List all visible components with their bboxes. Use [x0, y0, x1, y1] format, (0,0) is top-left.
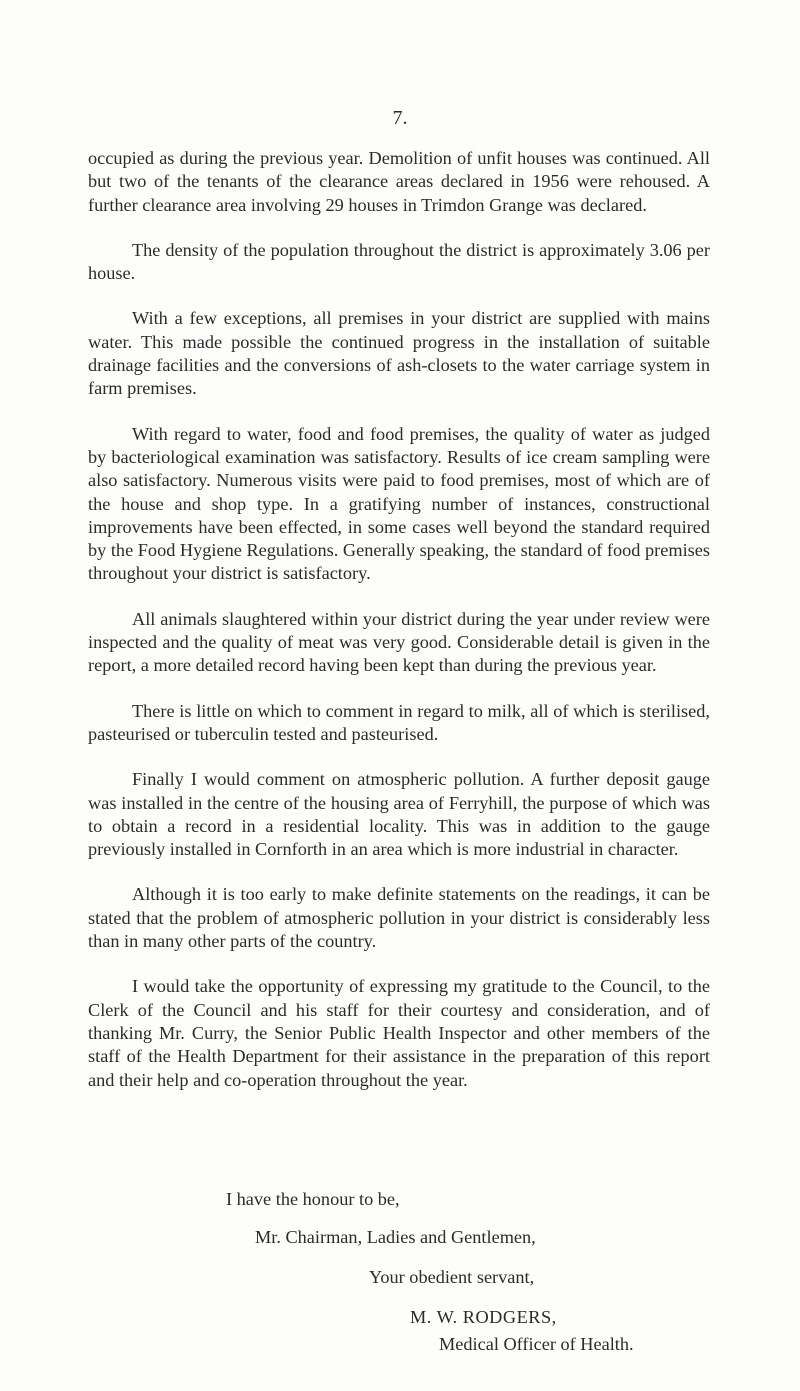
paragraph-atmospheric-pollution: Finally I would comment on atmospheric pollution. A further deposit gauge was installed in the centre of the housing area of Ferryhill, the purpose of which was to obtain a record in a residential locality. This was in addition to the gauge previously installed in Cornforth in an area which is more industrial in character. — [88, 769, 710, 860]
paragraph-water-supply: With a few exceptions, all premises in your district are supplied with mains water. This made possible the continued progress in the installation of suitable drainage facilities and the conversions of ash-closets to the water carriage system in farm premises. — [88, 308, 710, 399]
paragraph-pollution-readings: Although it is too early to make definite statements on the readings, it can be stated that the problem of atmospheric pollution in your district is considerably less than in many other parts of the country. — [88, 884, 710, 952]
signature-name: M. W. RODGERS, — [410, 1307, 557, 1327]
closing-honour: I have the honour to be, — [226, 1189, 400, 1209]
signature-title: Medical Officer of Health. — [439, 1334, 634, 1354]
paragraph-density: The density of the population throughout the district is approximately 3.06 per house. — [88, 239, 710, 284]
closing-salutation: Mr. Chairman, Ladies and Gentlemen, — [255, 1227, 536, 1247]
paragraph-milk: There is little on which to comment in regard to milk, all of which is sterilised, pasteurised or tuberculin tested and pasteurised. — [88, 700, 710, 744]
page-number: 7. — [392, 107, 408, 129]
paragraph-housing: occupied as during the previous year. Demolition of unfit houses was continued. All but two of the tenants of the clearance areas declared in 1956 were rehoused. A further clearance area involving 29 houses in Trimdon Grange was declared. — [88, 148, 710, 215]
paragraph-gratitude: I would take the opportunity of expressing my gratitude to the Council, to the Clerk of the Council and his staff for their courtesy and consideration, and of thanking Mr. Curry, the Senior Public Health Inspector and other members of the staff of the Health Department for their assistance in the preparation of this report and their help and co-operation throughout the year. — [88, 976, 710, 1090]
paragraph-food-premises: With regard to water, food and food premises, the quality of water as judged by bacteriological examination was satisfactory. Results of ice cream sampling were also satisfactory. Numerous visits were paid to food premises, most of which are of the house and shop type. In a gratifying number of instances, constructional improvements have been effected, in some cases well beyond the standard required by the Food Hygiene Regulations. Generally speaking, the standard of food premises throughout your district is satisfactory. — [88, 423, 710, 584]
paragraph-meat-inspection: All animals slaughtered within your district during the year under review were inspected and the quality of meat was very good. Considerable detail is given in the report, a more detailed record having been kept than during the previous year. — [88, 608, 710, 676]
closing-servant: Your obedient servant, — [369, 1267, 535, 1287]
letter-body — [88, 147, 710, 1114]
